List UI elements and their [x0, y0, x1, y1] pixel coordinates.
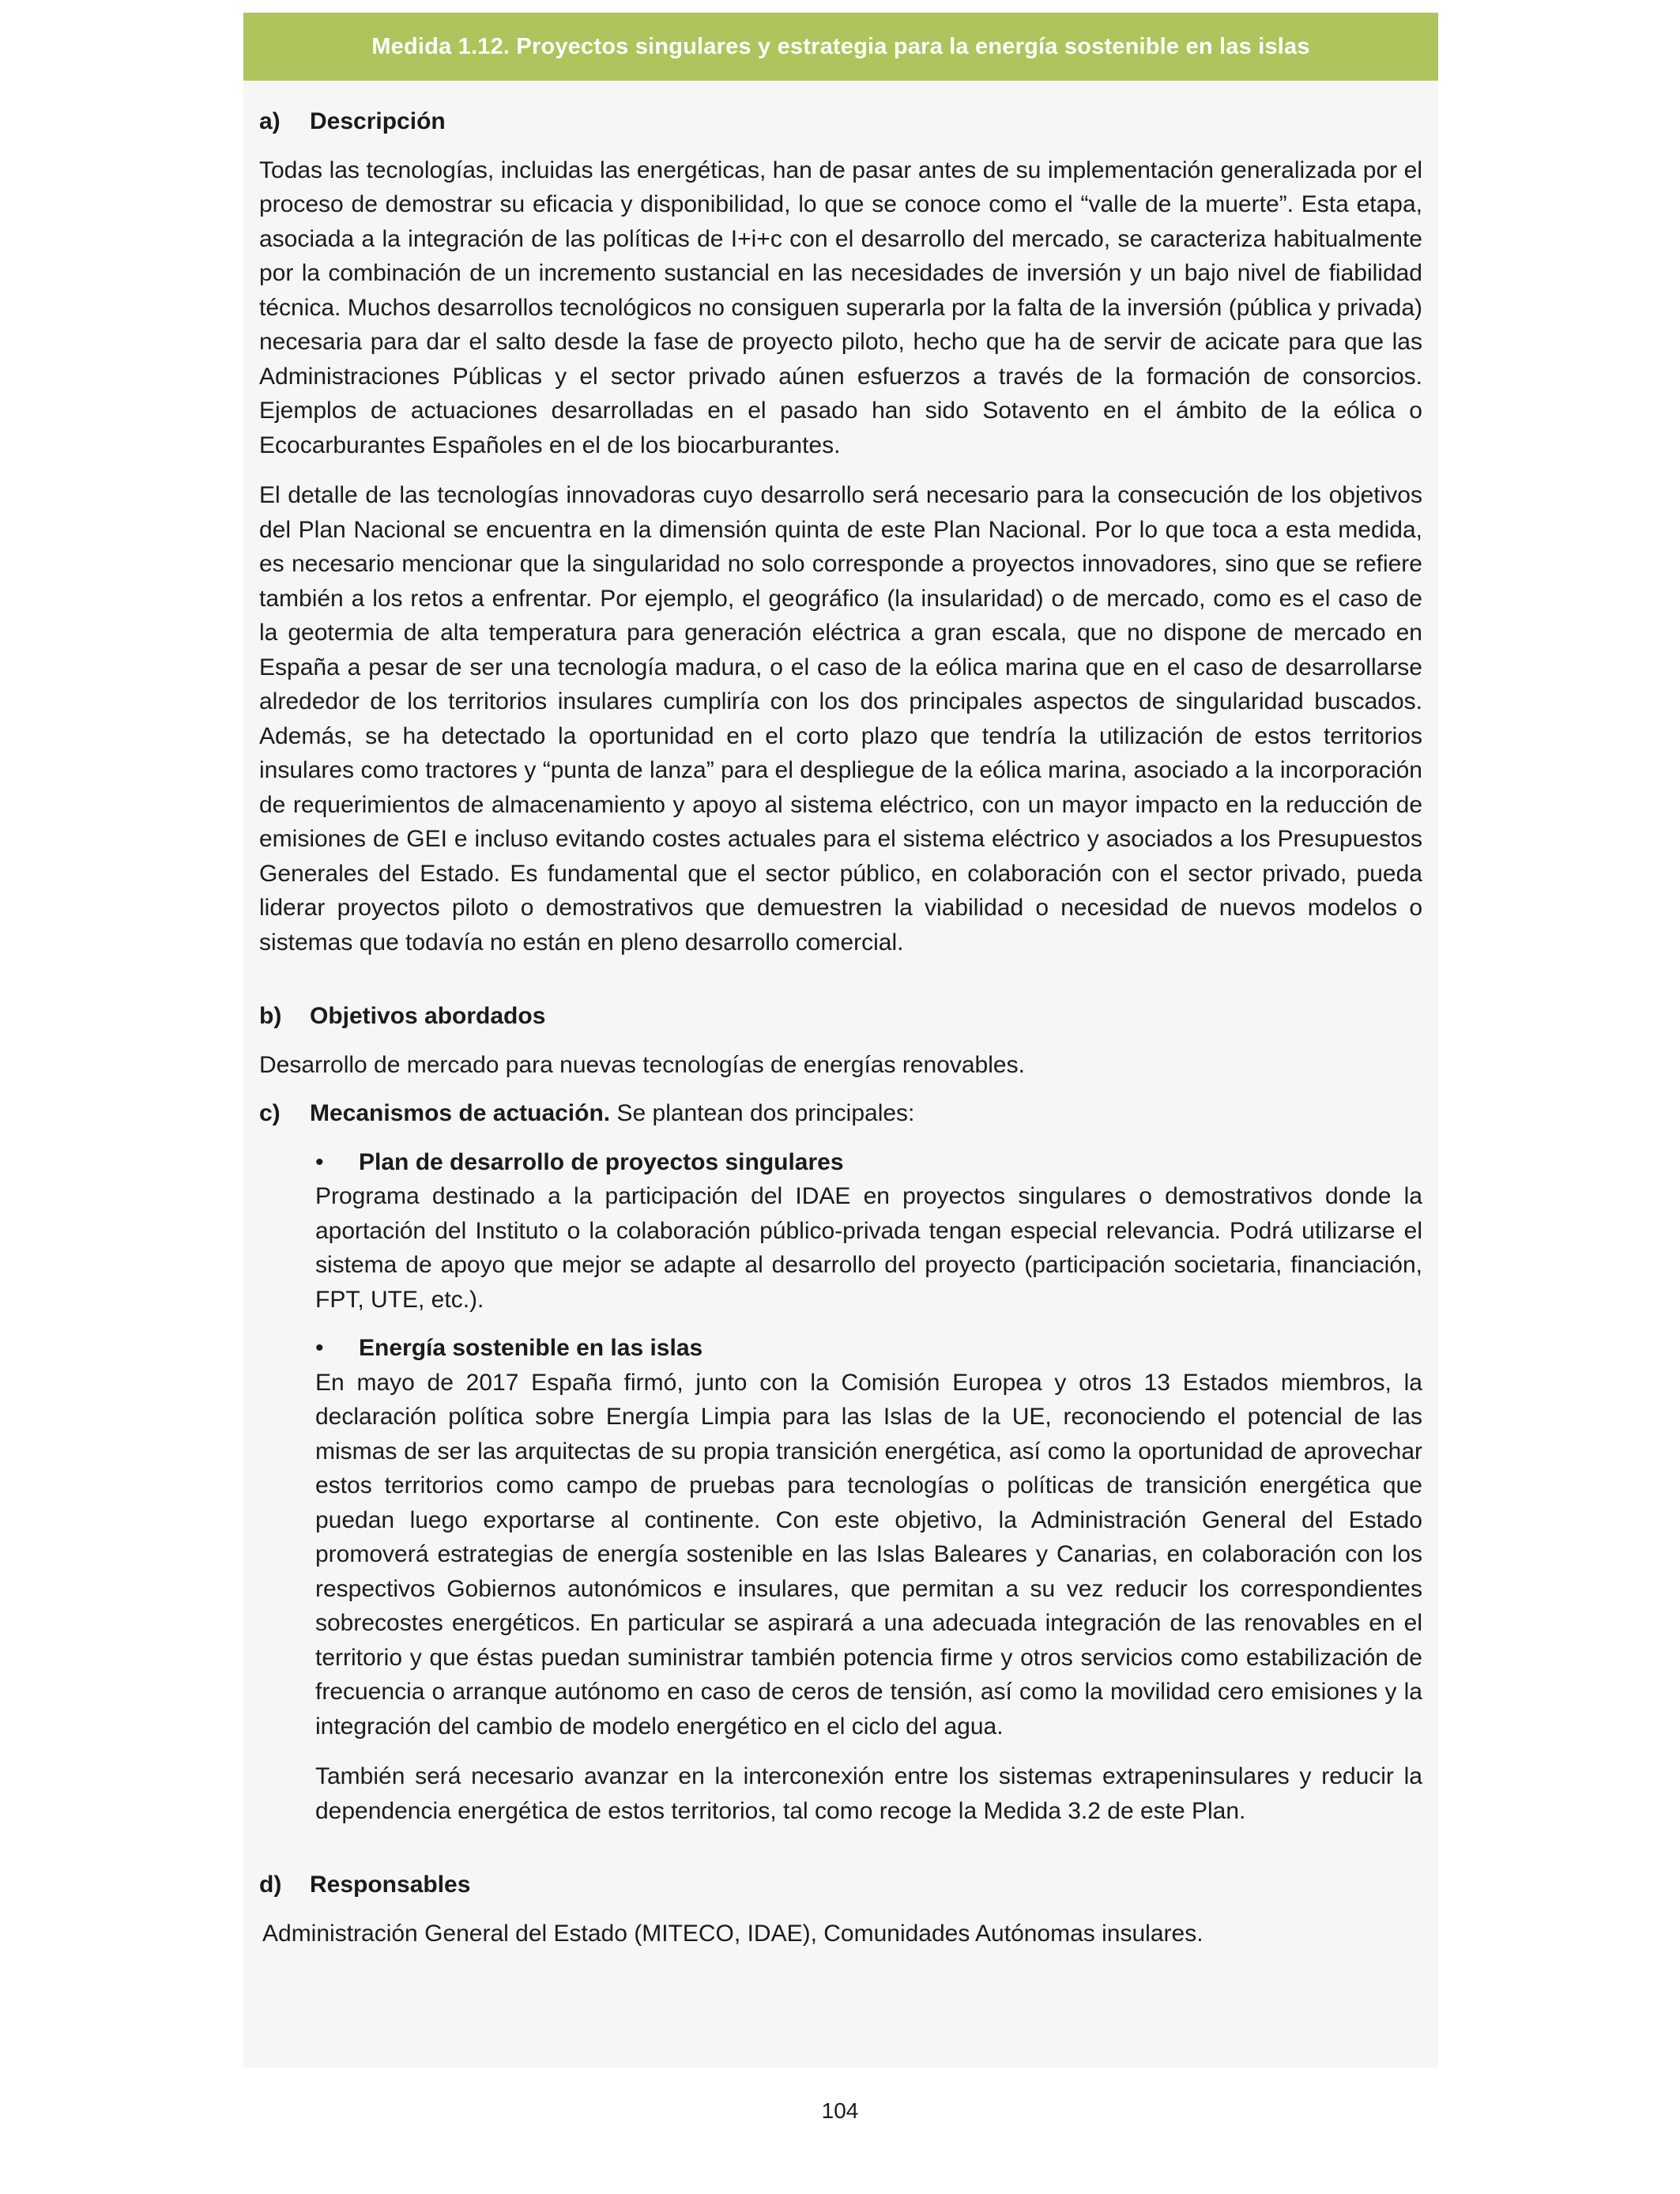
page-number: 104	[821, 2098, 859, 2123]
bullet-item-1-title: Plan de desarrollo de proyectos singulares	[359, 1148, 844, 1175]
section-d-title: Responsables	[310, 1872, 471, 1898]
section-a-letter: a)	[259, 108, 281, 134]
section-a-paragraph-2: El detalle de las tecnologías innovadoras cuyo desarrollo será necesario para la consecución de los objetivos del Plan Nacional se encuentra en la dimensión quinta de este Plan Nacional. Por lo que toca a esta medida, es necesario mencionar que la singularidad no solo corresponde a proyectos innovadores, sino que se refiere también a los retos a enfrentar. Por ejemplo, el geográfico (la insularidad) o de mercado, como es el caso de la geotermia de alta temperatura para generación eléctrica a gran escala, que no dispone de mercado en España a pesar de ser una tecnología madura, o el caso de la eólica marina que en el caso de desarrollarse alrededor de los territorios insulares cumpliría con los dos principales aspectos de singularidad buscados. Además, se ha detectado la oportunidad en el corto plazo que tendría la utilización de estos territorios insulares como tractores y “punta de lanza” para el despliegue de la eólica marina, asociado a la incorporación de requerimientos de almacenamiento y apoyo al sistema eléctrico, con un mayor impacto en la reducción de emisiones de GEI e incluso evitando costes actuales para el sistema eléctrico y asociados a los Presupuestos Generales del Estado. Es fundamental que el sector público, en colaboración con el sector privado, pueda liderar proyectos piloto o demostrativos que demuestren la viabilidad o necesidad de nuevos modelos o sistemas que todavía no están en pleno desarrollo comercial.	[259, 482, 1422, 956]
section-a-paragraph-1: Todas las tecnologías, incluidas las energéticas, han de pasar antes de su implementación generalizada por el proceso de demostrar su eficacia y disponibilidad, lo que se conoce como el “valle de la muerte”. Esta etapa, asociada a la integración de las políticas de I+i+c con el desarrollo del mercado, se caracteriza habitualmente por la combinación de un incremento sustancial en las necesidades de inversión y un bajo nivel de fiabilidad técnica. Muchos desarrollos tecnológicos no consiguen superarla por la falta de la inversión (pública y privada) necesaria para dar el salto desde la fase de proyecto piloto, hecho que ha de servir de acicate para que las Administraciones Públicas y el sector privado aúnen esfuerzos a través de la formación de consorcios. Ejemplos de actuaciones desarrolladas en el pasado han sido Sotavento en el ámbito de la eólica o Ecocarburantes Españoles en el de los biocarburantes.	[259, 156, 1422, 458]
measure-title-bar	[243, 13, 1438, 81]
section-c-title: Mecanismos de actuación.	[310, 1100, 611, 1126]
section-b-heading	[259, 999, 1422, 1034]
bullet-item-2-paragraph-2: También será necesario avanzar en la interconexión entre los sistemas extrapeninsulares y reducir la dependencia energética de estos territorios, tal como recoge la Medida 3.2 de este Plan.	[315, 1763, 1422, 1824]
bullet-item-2-title-row	[315, 1331, 1422, 1366]
section-b-title: Objetivos abordados	[310, 1003, 546, 1029]
section-d-heading	[259, 1868, 1422, 1902]
section-d-letter: d)	[259, 1872, 282, 1898]
section-c-letter: c)	[259, 1100, 281, 1126]
section-c-heading	[259, 1096, 1422, 1131]
section-a-title: Descripción	[310, 108, 446, 134]
measure-box	[243, 13, 1438, 2068]
measure-title: Medida 1.12. Proyectos singulares y estrategia para la energía sostenible en las islas	[371, 33, 1310, 59]
section-a-heading	[259, 104, 1422, 139]
bullet-item-2-title: Energía sostenible en las islas	[359, 1335, 703, 1361]
section-d-text: Administración General del Estado (MITECO, IDAE), Comunidades Autónomas insulares.	[262, 1920, 1203, 1947]
bullet-item-1-paragraph-1: Programa destinado a la participación del IDAE en proyectos singulares o demostrativos donde la aportación del Instituto o la colaboración público-privada tengan especial relevancia. Podrá utilizarse el sistema de apoyo que mejor se adapte al desarrollo del proyecto (participación societaria, financiación, FPT, UTE, etc.).	[315, 1183, 1422, 1313]
section-b-letter: b)	[259, 1003, 282, 1029]
bullet-dot-icon: •	[315, 1148, 324, 1175]
bullet-item-2-paragraph-1: En mayo de 2017 España firmó, junto con la Comisión Europea y otros 13 Estados miembros, la declaración política sobre Energía Limpia para las Islas de la UE, reconociendo el potencial de las mismas de ser las arquitectas de su propia transición energética, así como la oportunidad de aprovechar estos territorios como campo de pruebas para tecnologías o políticas de transición energética que puedan luego exportarse al continente. Con este objetivo, la Administración General del Estado promoverá estrategias de energía sostenible en las Islas Baleares y Canarias, en colaboración con los respectivos Gobiernos autonómicos e insulares, que permitan a su vez reducir los correspondientes sobrecostes energéticos. En particular se aspirará a una adecuada integración de las renovables en el territorio y que éstas puedan suministrar también potencia firme y otros servicios como estabilización de frecuencia o arranque autónomo en caso de ceros de tensión, así como la movilidad cero emisiones y la integración del cambio de modelo energético en el ciclo del agua.	[315, 1369, 1422, 1740]
measure-content	[243, 81, 1438, 1951]
bullet-item-1	[315, 1145, 1422, 1318]
bullet-dot-icon: •	[315, 1335, 324, 1361]
section-c-intro: Se plantean dos principales:	[610, 1100, 915, 1126]
section-b-text: Desarrollo de mercado para nuevas tecnologías de energías renovables.	[259, 1051, 1025, 1078]
bullet-item-1-title-row	[315, 1145, 1422, 1180]
bullet-item-2	[315, 1331, 1422, 1828]
